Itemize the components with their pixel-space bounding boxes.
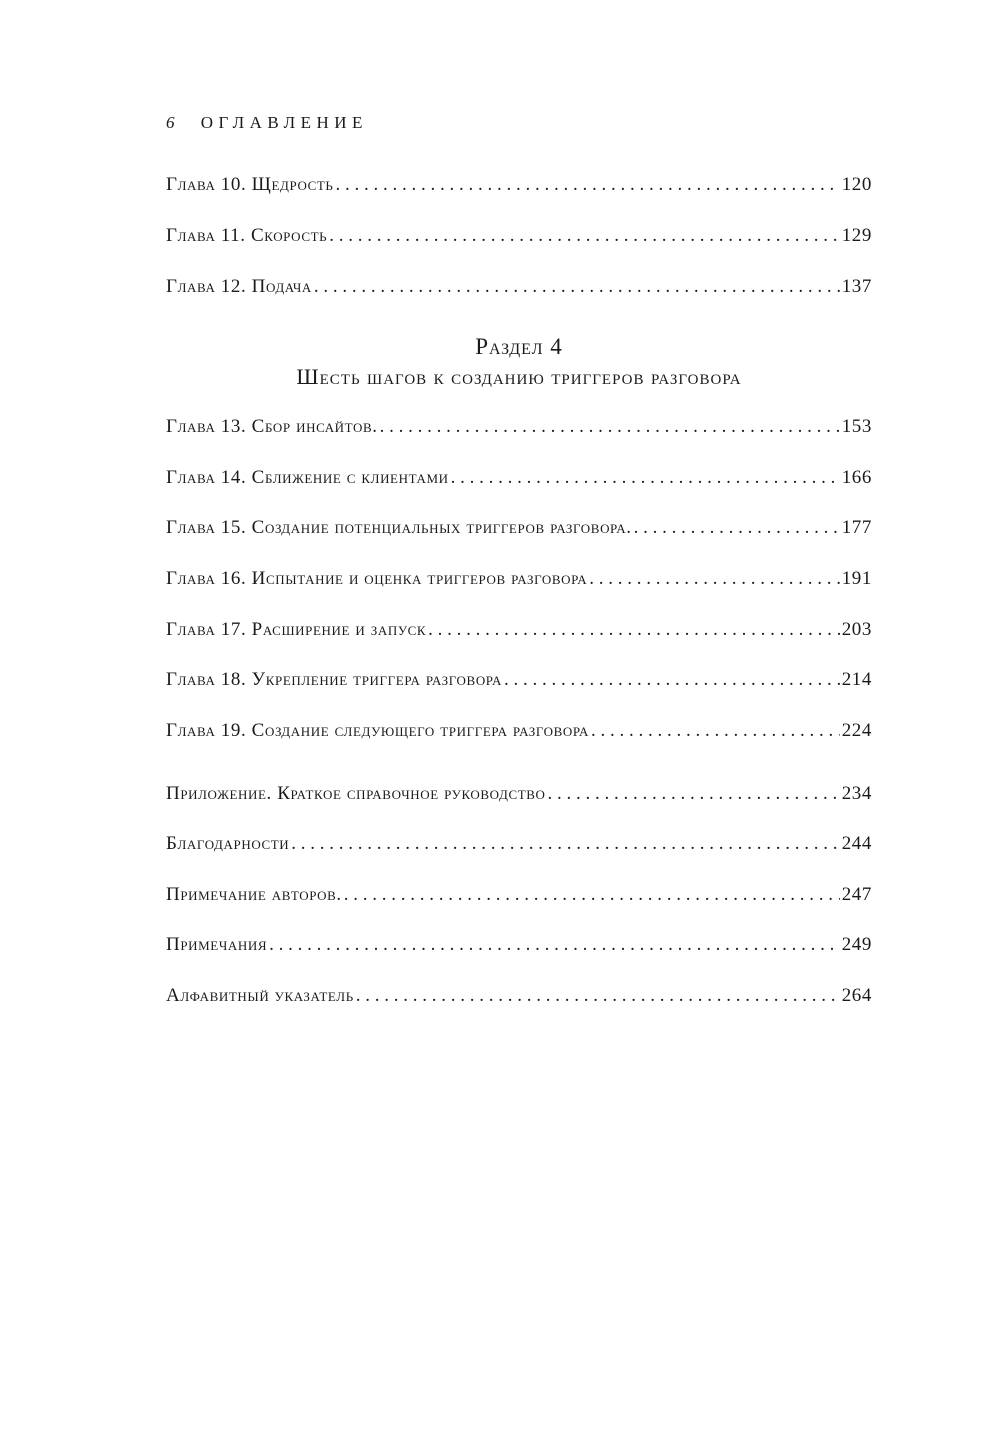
- dot-leader: [329, 223, 839, 249]
- toc-entry-page: 247: [841, 884, 872, 905]
- dot-leader: [451, 465, 840, 491]
- section-subtitle: Шесть шагов к созданию триггеров разговора: [296, 364, 742, 389]
- toc-entry-title: Глава 10. Щедрость: [166, 174, 334, 195]
- dot-leader: [428, 617, 840, 643]
- dot-leader: [335, 172, 839, 198]
- dot-leader: [291, 831, 839, 857]
- toc-entry-page: 166: [841, 467, 872, 488]
- toc-entry-title: Примечание авторов.: [166, 884, 342, 905]
- toc-entry[interactable]: [166, 566, 872, 592]
- toc-entry[interactable]: [166, 465, 872, 491]
- toc-entry-page: 177: [841, 517, 872, 538]
- toc-entry-page: 224: [841, 720, 872, 741]
- running-title: ОГЛАВЛЕНИЕ: [200, 113, 368, 132]
- toc-entry-title: Алфавитный указатель: [166, 985, 354, 1006]
- dot-leader: [314, 274, 840, 300]
- toc-entry[interactable]: [166, 983, 872, 1009]
- toc-entry[interactable]: [166, 617, 872, 643]
- section-heading: Раздел 4: [475, 334, 563, 359]
- toc-entry-title: Глава 19. Создание следующего триггера разговора: [166, 720, 590, 741]
- toc-entry-page: 234: [841, 783, 872, 804]
- toc-entry-page: 214: [841, 669, 872, 690]
- toc-entry-title: Благодарности: [166, 833, 290, 854]
- toc-entry-title: Глава 14. Сближение с клиентами: [166, 467, 449, 488]
- toc-entry-title: Приложение. Краткое справочное руководство: [166, 783, 546, 804]
- dot-leader: [269, 932, 840, 958]
- toc-entry-title: Глава 11. Скорость: [166, 225, 328, 246]
- toc-entry-title: Глава 17. Расширение и запуск: [166, 619, 427, 640]
- toc-entry[interactable]: [166, 223, 872, 249]
- dot-leader: [634, 515, 840, 541]
- toc-entry-page: 264: [841, 985, 872, 1006]
- toc-entry-page: 129: [841, 225, 872, 246]
- toc-entry-title: Глава 12. Подача: [166, 276, 312, 297]
- toc-entry[interactable]: [166, 414, 872, 440]
- toc-entry-title: Глава 13. Сбор инсайтов.: [166, 416, 378, 437]
- toc-entry-title: Примечания: [166, 934, 268, 955]
- toc-entry[interactable]: [166, 831, 872, 857]
- toc-entry[interactable]: [166, 172, 872, 198]
- toc-entry[interactable]: [166, 882, 872, 908]
- toc-entry-page: 244: [841, 833, 872, 854]
- toc-entry-page: 191: [841, 568, 872, 589]
- dot-leader: [344, 882, 840, 908]
- toc-entry-page: 137: [841, 276, 872, 297]
- toc-entry[interactable]: [166, 781, 872, 807]
- page-number: 6: [166, 113, 175, 132]
- toc-entry-page: 249: [841, 934, 872, 955]
- dot-leader: [380, 414, 840, 440]
- toc-entry-title: Глава 16. Испытание и оценка триггеров разговора: [166, 568, 588, 589]
- dot-leader: [591, 718, 840, 744]
- toc-entry[interactable]: [166, 932, 872, 958]
- toc-entry-page: 120: [841, 174, 872, 195]
- dot-leader: [589, 566, 839, 592]
- toc-entry-page: 203: [841, 619, 872, 640]
- dot-leader: [504, 667, 840, 693]
- toc-entry[interactable]: [166, 718, 872, 744]
- dot-leader: [548, 781, 840, 807]
- toc-entry-page: 153: [841, 416, 872, 437]
- toc-entry[interactable]: [166, 274, 872, 300]
- dot-leader: [356, 983, 840, 1009]
- toc-entry-title: Глава 15. Создание потенциальных триггеров разговора.: [166, 517, 632, 538]
- toc-entry[interactable]: [166, 515, 872, 541]
- toc-entry-title: Глава 18. Укрепление триггера разговора: [166, 669, 502, 690]
- page-header: [166, 112, 368, 134]
- toc-entry[interactable]: [166, 667, 872, 693]
